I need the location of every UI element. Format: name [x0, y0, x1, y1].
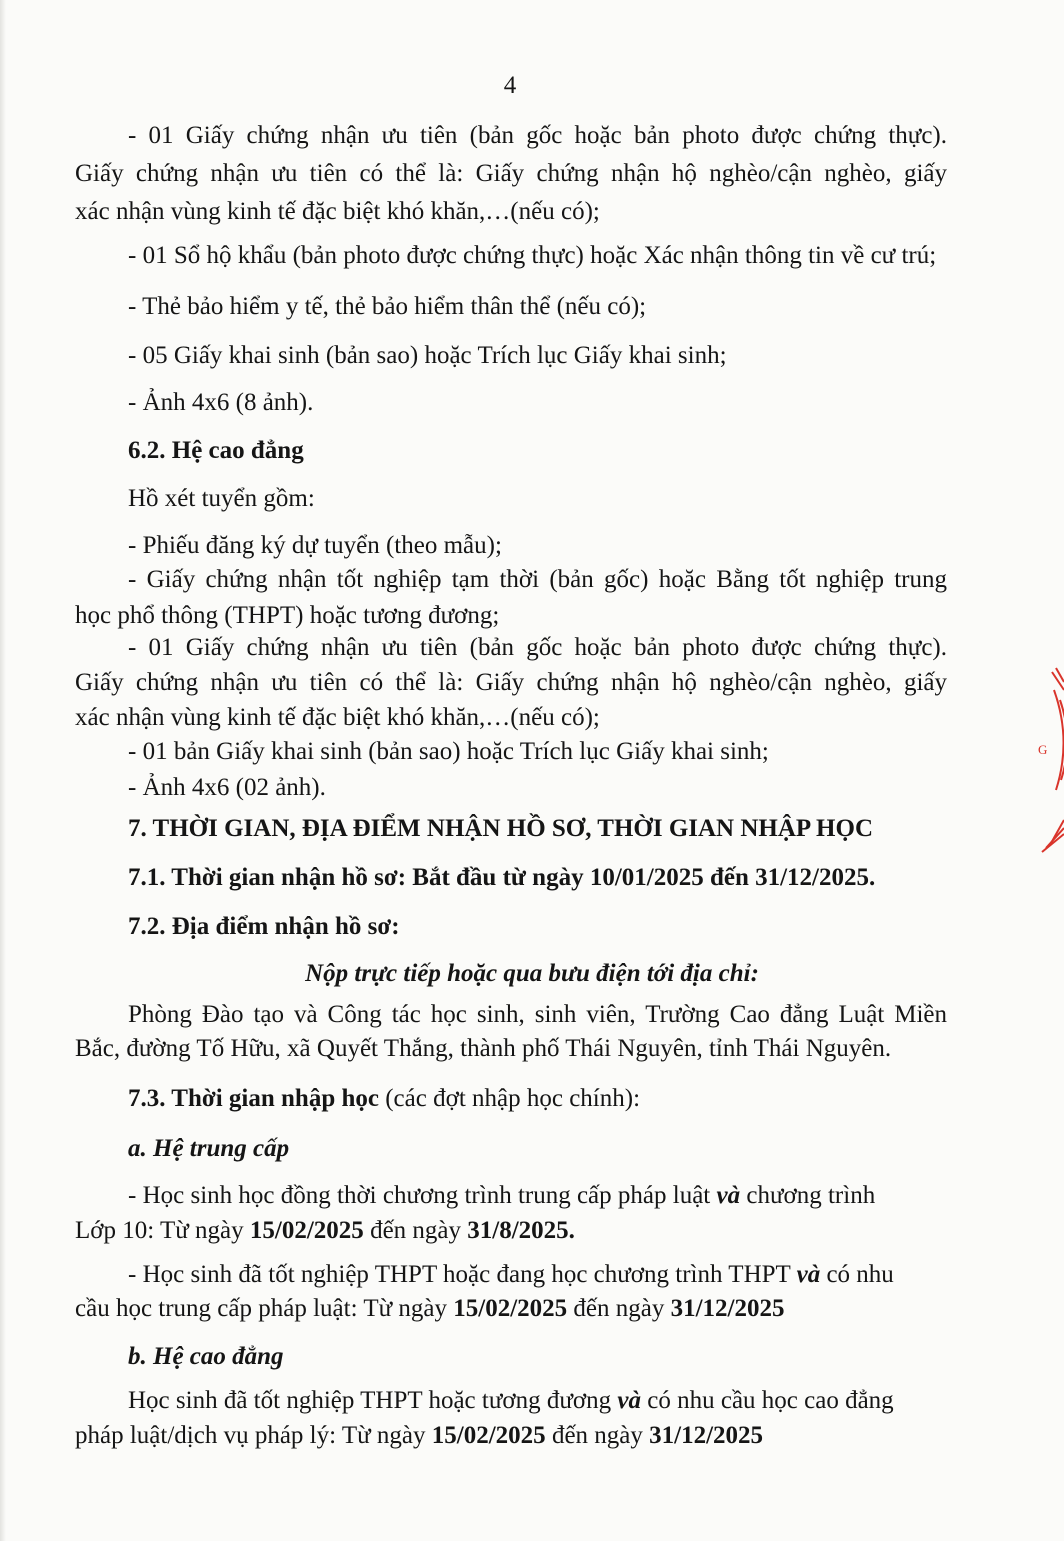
section-heading [128, 1083, 640, 1115]
text-line: - Ảnh 4x6 (02 ảnh). [128, 774, 326, 801]
text-line: - Phiếu đăng ký dự tuyển (theo mẫu); [128, 532, 502, 559]
text-span: cầu học trung cấp pháp luật: Từ ngày [75, 1295, 454, 1322]
text-line: - 01 bản Giấy khai sinh (bản sao) hoặc Trích lục Giấy khai sinh; [128, 738, 769, 765]
text-span: pháp luật/dịch vụ pháp lý: Từ ngày [75, 1422, 432, 1449]
svg-text:G: G [1038, 742, 1048, 757]
emphasis-span: và [796, 1261, 821, 1288]
section-heading: 6.2. Hệ cao đẳng [128, 437, 304, 464]
date-span: 15/02/2025 [453, 1295, 568, 1322]
date-span: 15/02/2025 [249, 1217, 364, 1244]
text-line: Giấy chứng nhận ưu tiên có thể là: Giấy chứng nhận hộ nghèo/cận nghèo, giấy [75, 669, 947, 696]
text-line: - 01 Sổ hộ khẩu (bản photo được chứng thực) hoặc Xác nhận thông tin về cư trú; [128, 242, 937, 269]
text-span: đến ngày [545, 1422, 650, 1449]
text-line: - 05 Giấy khai sinh (bản sao) hoặc Trích lục Giấy khai sinh; [128, 342, 727, 369]
text-line [128, 1180, 875, 1212]
date-span: 31/12/2025 [649, 1422, 764, 1449]
text-span: đến ngày [567, 1295, 671, 1322]
text-line: Bắc, đường Tố Hữu, xã Quyết Thắng, thành phố Thái Nguyên, tỉnh Thái Nguyên. [75, 1035, 892, 1062]
date-span: 31/8/2025. [467, 1217, 575, 1244]
subsection-heading: b. Hệ cao đẳng [128, 1343, 284, 1370]
date-span: 15/02/2025 [431, 1422, 546, 1449]
text-line: - 01 Giấy chứng nhận ưu tiên (bản gốc hoặc bản photo được chứng thực). [128, 122, 947, 149]
text-span: chương trình [740, 1182, 876, 1209]
text-line: Phòng Đào tạo và Công tác học sinh, sinh viên, Trường Cao đẳng Luật Miền [128, 1001, 947, 1028]
text-line: Hồ xét tuyển gồm: [128, 485, 315, 512]
red-stamp-edge [1014, 660, 1064, 860]
text-line: học phổ thông (THPT) hoặc tương đương; [75, 602, 500, 629]
page-number: 4 [503, 72, 517, 99]
text-line: Giấy chứng nhận ưu tiên có thể là: Giấy chứng nhận hộ nghèo/cận nghèo, giấy [75, 160, 947, 187]
section-heading: 7.1. Thời gian nhận hồ sơ: Bắt đầu từ ngày 10/01/2025 đến 31/12/2025. [128, 864, 876, 891]
text-span: đến ngày [363, 1217, 468, 1244]
text-line [75, 1293, 785, 1325]
emphasis-span: và [716, 1182, 741, 1209]
text-span: Học sinh đã tốt nghiệp THPT hoặc tương đương [128, 1387, 618, 1414]
emphasis-span: và [617, 1387, 641, 1414]
text-span: có nhu [820, 1261, 894, 1288]
subsection-heading: a. Hệ trung cấp [128, 1135, 290, 1162]
text-span: - Học sinh đã tốt nghiệp THPT hoặc đang học chương trình THPT [128, 1261, 797, 1288]
text-line [128, 1385, 894, 1417]
date-span: 31/12/2025 [670, 1295, 785, 1322]
section-heading: 7.2. Địa điểm nhận hồ sơ: [128, 913, 400, 940]
page-edge-shadow [0, 0, 6, 1541]
text-line: - 01 Giấy chứng nhận ưu tiên (bản gốc hoặc bản photo được chứng thực). [128, 634, 947, 661]
text-span: có nhu cầu học cao đẳng [641, 1387, 894, 1414]
heading-normal-part: (các đợt nhập học chính): [378, 1085, 641, 1112]
text-line: - Ảnh 4x6 (8 ảnh). [128, 389, 314, 416]
text-line: - Giấy chứng nhận tốt nghiệp tạm thời (bản gốc) hoặc Bằng tốt nghiệp trung [128, 566, 947, 593]
text-span: - Học sinh học đồng thời chương trình trung cấp pháp luật [128, 1182, 717, 1209]
text-line: xác nhận vùng kinh tế đặc biệt khó khăn,…(nếu có); [75, 198, 600, 225]
text-line [75, 1420, 763, 1452]
section-heading: 7. THỜI GIAN, ĐỊA ĐIỂM NHẬN HỒ SƠ, THỜI GIAN NHẬP HỌC [128, 815, 874, 842]
heading-bold-part: 7.3. Thời gian nhập học [128, 1085, 379, 1112]
text-line: xác nhận vùng kinh tế đặc biệt khó khăn,…(nếu có); [75, 704, 600, 731]
centered-subheading: Nộp trực tiếp hoặc qua bưu điện tới địa chỉ: [305, 960, 759, 987]
text-line [128, 1259, 894, 1291]
text-span: Lớp 10: Từ ngày [75, 1217, 250, 1244]
text-line: - Thẻ bảo hiểm y tế, thẻ bảo hiểm thân thể (nếu có); [128, 293, 647, 320]
text-line [75, 1215, 575, 1247]
